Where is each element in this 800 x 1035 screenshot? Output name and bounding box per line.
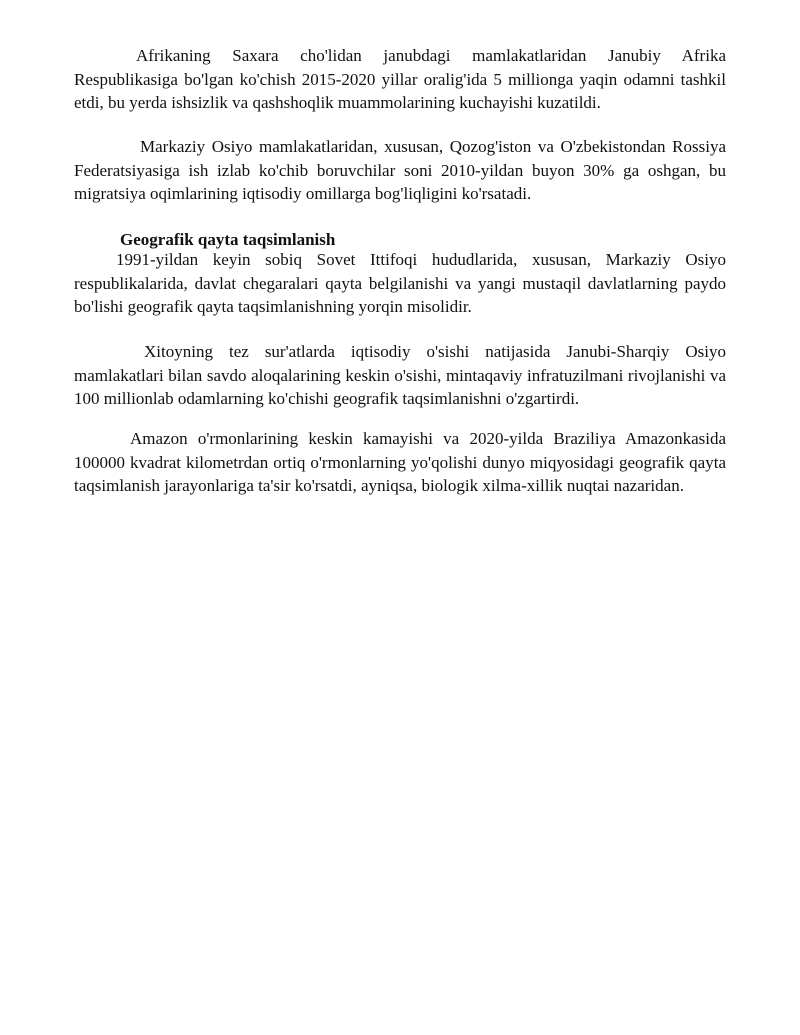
paragraph-south-africa-migration: Afrikaning Saxara cho'lidan janubdagi mamlakatlaridan Janubiy Afrika Respublikasiga bo'lgan ko'chish 2015-2020 yillar oralig'ida 5 millionga yaqin odamni tashkil etdi, bu yerda ishsizlik va qashshoqlik muammolarining kuchayishi kuzatildi.: [74, 46, 726, 112]
paragraph-soviet-redistribution: 1991-yildan keyin sobiq Sovet Ittifoqi hududlarida, xususan, Markaziy Osiyo respublikalarida, davlat chegaralari qayta belgilanishi va yangi mustaqil davlatlarning paydo bo'lishi geografik qayta taqsimlanishning yorqin misolidir.: [74, 250, 726, 316]
section-heading: Geografik qayta taqsimlanish: [120, 230, 336, 249]
paragraph-china-growth: Xitoyning tez sur'atlarda iqtisodiy o'sishi natijasida Janubi-Sharqiy Osiyo mamlakatlari bilan savdo aloqalarining keskin o'sishi, mintaqaviy infratuzilmani rivojlanishi va 100 millionlab odamlarning ko'chishi geografik taqsimlanishni o'zgartirdi.: [74, 342, 726, 408]
paragraph-amazon-deforestation: Amazon o'rmonlarining keskin kamayishi va 2020-yilda Braziliya Amazonkasida 100000 kvadrat kilometrdan ortiq o'rmonlarning yo'qolishi dunyo miqyosidagi geografik qayta taqsimlanish jarayonlariga ta'sir ko'rsatdi, ayniqsa, biologik xilma-xillik nuqtai nazaridan.: [74, 429, 726, 495]
paragraph-central-asia-migration: Markaziy Osiyo mamlakatlaridan, xususan, Qozog'iston va O'zbekistondan Rossiya Federatsiyasiga ish izlab ko'chib boruvchilar soni 2010-yildan buyon 30% ga oshgan, bu migratsiya oqimlarining iqtisodiy omillarga bog'liqligini ko'rsatadi.: [74, 137, 726, 203]
